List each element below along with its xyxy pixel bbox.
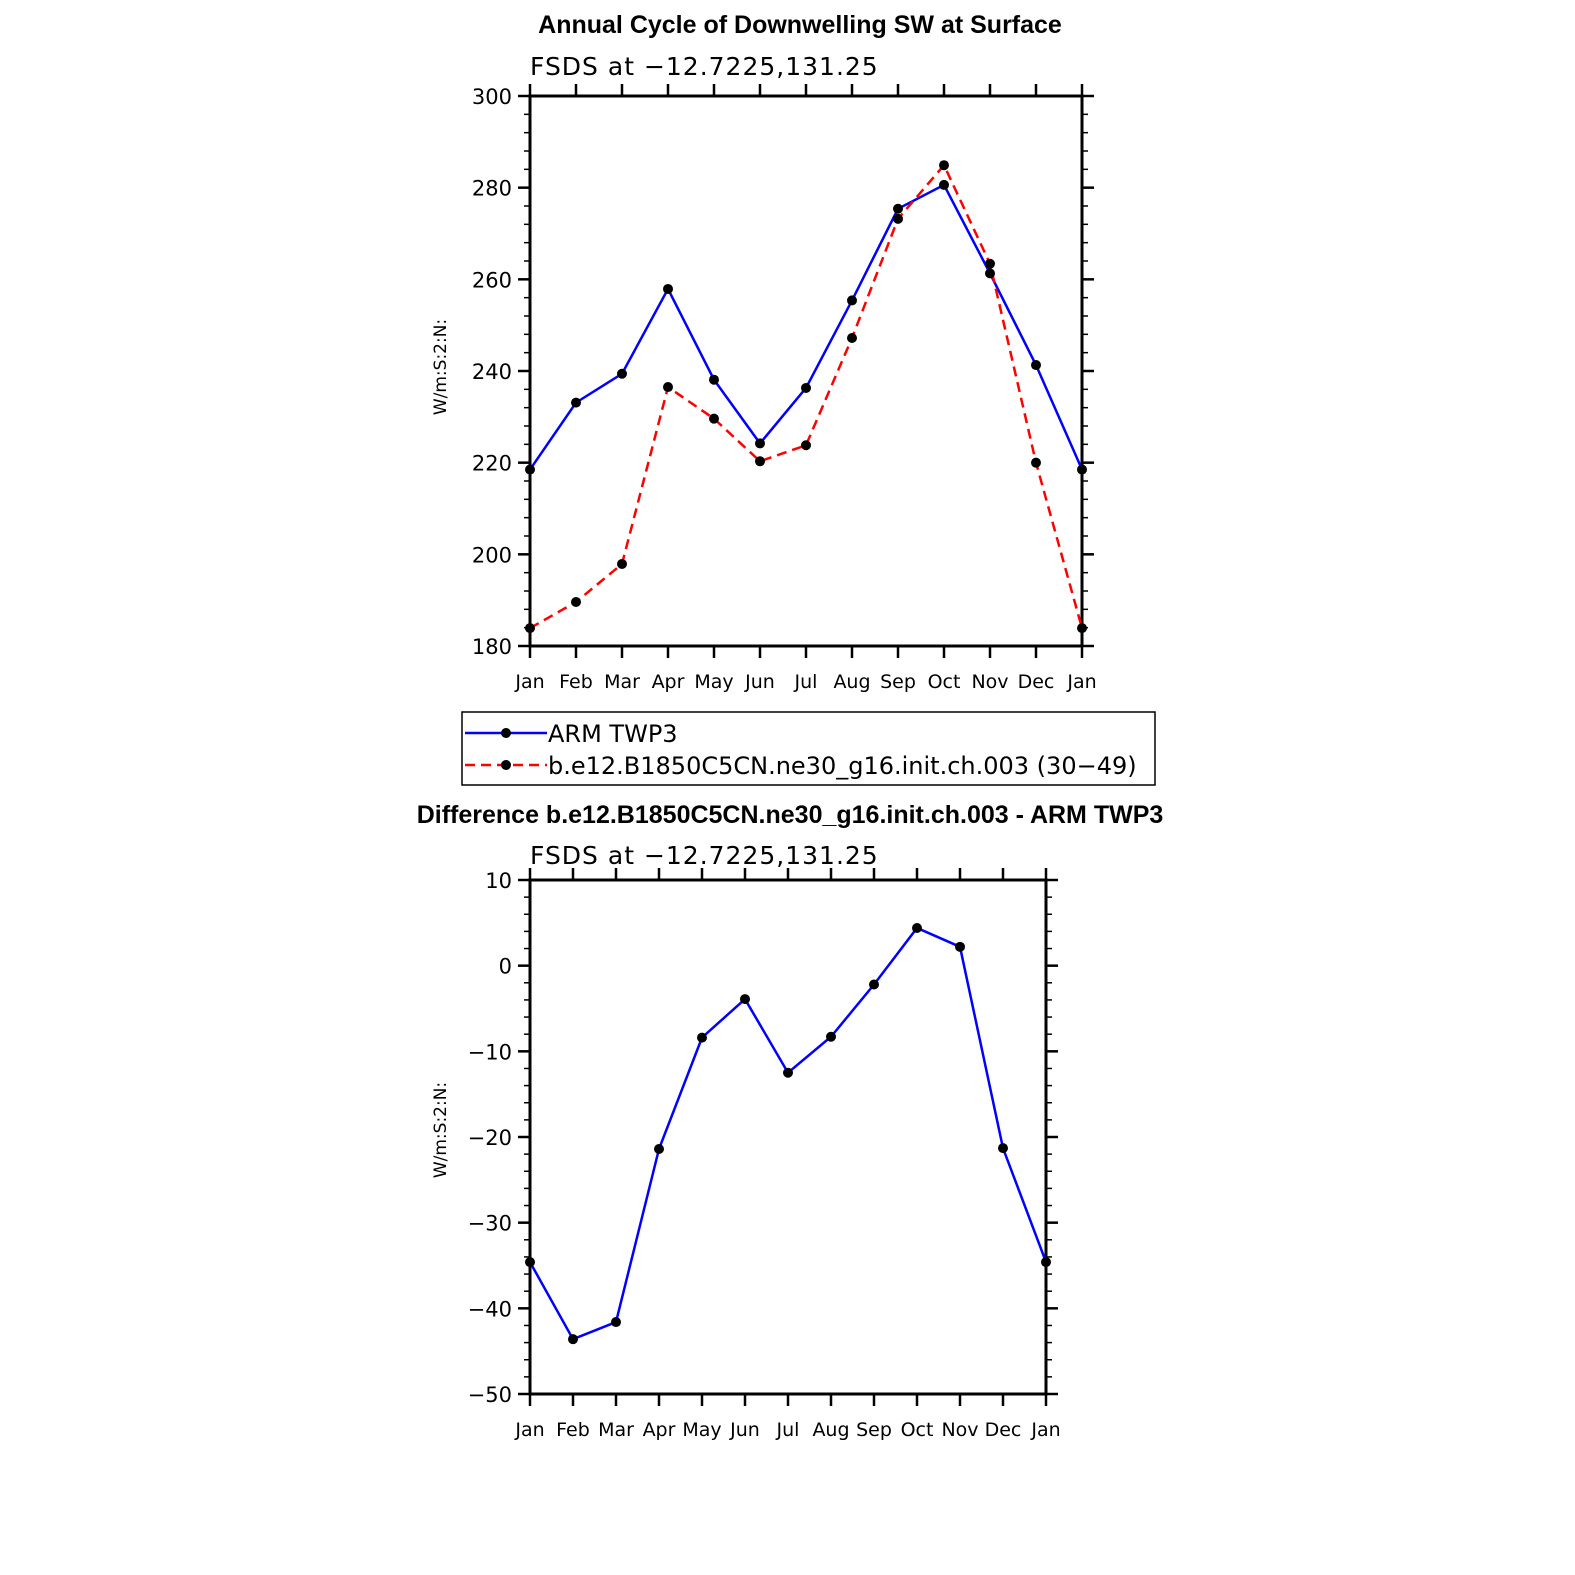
series-1-point xyxy=(617,369,627,379)
top-chart-title: Annual Cycle of Downwelling SW at Surface xyxy=(538,11,1062,39)
x-tick-label: Dec xyxy=(1017,671,1055,693)
y-tick-label: −10 xyxy=(467,1040,512,1065)
series-1-point xyxy=(568,1334,578,1344)
series-2-point xyxy=(617,559,627,569)
x-tick-label: May xyxy=(694,671,734,693)
y-tick-label: 200 xyxy=(471,543,512,568)
series-1-point xyxy=(998,1143,1008,1153)
series-2-point xyxy=(709,414,719,424)
y-tick-label: 260 xyxy=(471,268,512,293)
top-chart-legend xyxy=(462,712,1155,785)
series-1-point xyxy=(955,942,965,952)
series-1-point xyxy=(1041,1257,1051,1267)
y-tick-label: 280 xyxy=(471,176,512,201)
series-2-point xyxy=(1077,623,1087,633)
series-2-point xyxy=(801,440,811,450)
series-1-point xyxy=(697,1033,707,1043)
y-tick-label: 0 xyxy=(498,954,512,979)
series-2-point xyxy=(847,333,857,343)
series-2-point xyxy=(663,382,673,392)
x-tick-label: Dec xyxy=(984,1419,1022,1441)
series-line-2 xyxy=(530,165,1082,628)
bottom-chart-y-axis-label: W/m:S:2:N: xyxy=(431,1081,451,1179)
x-tick-label: Aug xyxy=(833,671,871,693)
series-2-point xyxy=(1031,458,1041,468)
series-2-point xyxy=(525,623,535,633)
series-1-point xyxy=(847,295,857,305)
series-1-point xyxy=(525,465,535,475)
series-line-1 xyxy=(530,928,1046,1339)
x-tick-label: Sep xyxy=(856,1419,892,1441)
series-2-point xyxy=(893,214,903,224)
series-1-point xyxy=(1077,465,1087,475)
series-2-point xyxy=(755,456,765,466)
plot-frame xyxy=(530,96,1082,646)
x-tick-label: Jul xyxy=(776,1419,800,1441)
top-chart-y-axis-label: W/m:S:2:N: xyxy=(431,318,451,416)
top-plot-area xyxy=(472,84,1097,693)
series-1-point xyxy=(783,1068,793,1078)
x-tick-label: Jan xyxy=(1067,671,1097,693)
y-tick-label: 220 xyxy=(471,451,512,476)
series-line-1 xyxy=(530,185,1082,470)
x-tick-label: Aug xyxy=(812,1419,850,1441)
bottom-chart-title: Difference b.e12.B1850C5CN.ne30_g16.init.ch.003 - ARM TWP3 xyxy=(416,801,1164,829)
x-tick-label: Apr xyxy=(651,671,685,693)
bottom-chart-subtitle: FSDS at −12.7225,131.25 xyxy=(530,841,879,870)
x-tick-label: Oct xyxy=(900,1419,934,1441)
y-tick-label: 180 xyxy=(471,635,512,659)
top-chart xyxy=(431,11,1155,785)
series-1-point xyxy=(755,438,765,448)
top-chart-subtitle: FSDS at −12.7225,131.25 xyxy=(530,52,879,81)
x-tick-label: Jan xyxy=(1031,1419,1061,1441)
series-1-point xyxy=(869,980,879,990)
x-tick-label: Nov xyxy=(971,671,1009,693)
x-tick-label: Jan xyxy=(515,1419,545,1441)
series-1-point xyxy=(801,383,811,393)
series-2-point xyxy=(939,160,949,170)
series-1-point xyxy=(912,923,922,933)
series-1-point xyxy=(709,375,719,385)
series-1-point xyxy=(525,1257,535,1267)
x-tick-label: Feb xyxy=(559,671,593,693)
series-1-point xyxy=(740,994,750,1004)
y-tick-label: −50 xyxy=(467,1383,512,1407)
y-tick-label: 10 xyxy=(485,869,512,893)
x-tick-label: May xyxy=(682,1419,722,1441)
series-1-point xyxy=(826,1032,836,1042)
series-1-point xyxy=(1031,360,1041,370)
x-tick-label: Apr xyxy=(642,1419,676,1441)
series-1-point xyxy=(985,268,995,278)
series-1-point xyxy=(893,204,903,214)
series-1-point xyxy=(611,1317,621,1327)
legend-marker-arm-twp3 xyxy=(501,728,511,738)
x-tick-label: Jun xyxy=(745,671,775,693)
bottom-chart xyxy=(417,801,1164,1441)
x-tick-label: Oct xyxy=(927,671,961,693)
x-tick-label: Mar xyxy=(604,671,640,693)
y-tick-label: −40 xyxy=(467,1297,512,1322)
series-1-point xyxy=(939,180,949,190)
y-tick-label: 300 xyxy=(471,85,512,109)
x-tick-label: Nov xyxy=(941,1419,979,1441)
series-1-point xyxy=(663,284,673,294)
bottom-plot-area xyxy=(468,868,1061,1441)
series-1-point xyxy=(654,1144,664,1154)
x-tick-label: Feb xyxy=(556,1419,590,1441)
plot-frame xyxy=(530,880,1046,1394)
x-tick-label: Mar xyxy=(598,1419,634,1441)
legend-label-arm-twp3: ARM TWP3 xyxy=(548,720,678,748)
x-tick-label: Sep xyxy=(880,671,916,693)
series-2-point xyxy=(985,259,995,269)
x-tick-label: Jul xyxy=(794,671,818,693)
y-tick-label: 240 xyxy=(471,360,512,384)
legend-label-model: b.e12.B1850C5CN.ne30_g16.init.ch.003 (30−49) xyxy=(548,752,1137,780)
y-tick-label: −30 xyxy=(467,1211,512,1236)
series-1-point xyxy=(571,398,581,408)
legend-marker-model xyxy=(501,760,511,770)
y-tick-label: −20 xyxy=(467,1126,512,1150)
x-tick-label: Jun xyxy=(730,1419,760,1441)
x-tick-label: Jan xyxy=(515,671,545,693)
series-2-point xyxy=(571,597,581,607)
